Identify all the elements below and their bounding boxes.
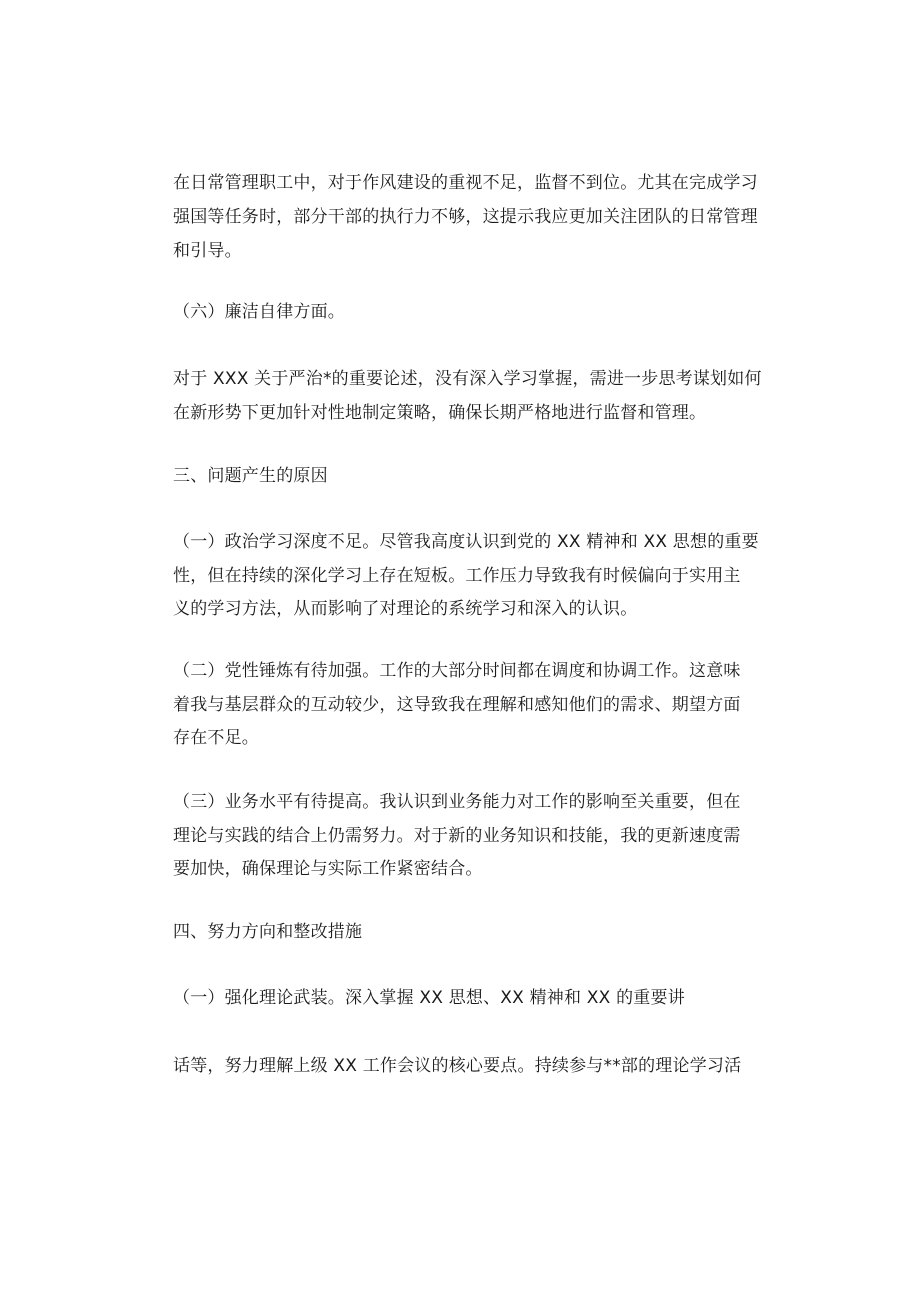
paragraph-line: （一）强化理论武装。深入掌握 XX 思想、XX 精神和 XX 的重要讲 xyxy=(173,988,685,1008)
section-heading: 三、问题产生的原因 xyxy=(173,466,328,486)
section-heading: 四、努力方向和整改措施 xyxy=(173,922,363,942)
paragraph-line: 理论与实践的结合上仍需努力。对于新的业务知识和技能，我的更新速度需 xyxy=(173,826,741,846)
paragraph-line: 话等，努力理解上级 XX 工作会议的核心要点。持续参与**部的理论学习活 xyxy=(173,1056,742,1076)
paragraph-line: 性，但在持续的深化学习上存在短板。工作压力导致我有时候偏向于实用主 xyxy=(173,566,741,586)
paragraph-line: 在日常管理职工中，对于作风建设的重视不足，监督不到位。尤其在完成学习 xyxy=(173,173,758,193)
paragraph-line: 存在不足。 xyxy=(173,728,259,748)
paragraph-line: 对于 XXX 关于严治*的重要论述，没有深入学习掌握，需进一步思考谋划如何 xyxy=(173,369,762,389)
paragraph-line: 义的学习方法，从而影响了对理论的系统学习和深入的认识。 xyxy=(173,599,638,619)
paragraph-line: 在新形势下更加针对性地制定策略，确保长期严格地进行监督和管理。 xyxy=(173,403,707,423)
paragraph-line: 着我与基层群众的互动较少，这导致我在理解和感知他们的需求、期望方面 xyxy=(173,695,741,715)
paragraph-line: （一）政治学习深度不足。尽管我高度认识到党的 XX 精神和 XX 思想的重要 xyxy=(173,532,759,552)
paragraph-line: （三）业务水平有待提高。我认识到业务能力对工作的影响至关重要，但在 xyxy=(173,792,741,812)
subheading: （六）廉洁自律方面。 xyxy=(173,302,345,322)
paragraph-line: 强国等任务时，部分干部的执行力不够，这提示我应更加关注团队的日常管理 xyxy=(173,207,758,227)
paragraph-line: 要加快，确保理论与实际工作紧密结合。 xyxy=(173,859,483,879)
paragraph-line: 和引导。 xyxy=(173,241,242,261)
paragraph-line: （二）党性锤炼有待加强。工作的大部分时间都在调度和协调工作。这意味 xyxy=(173,661,741,681)
